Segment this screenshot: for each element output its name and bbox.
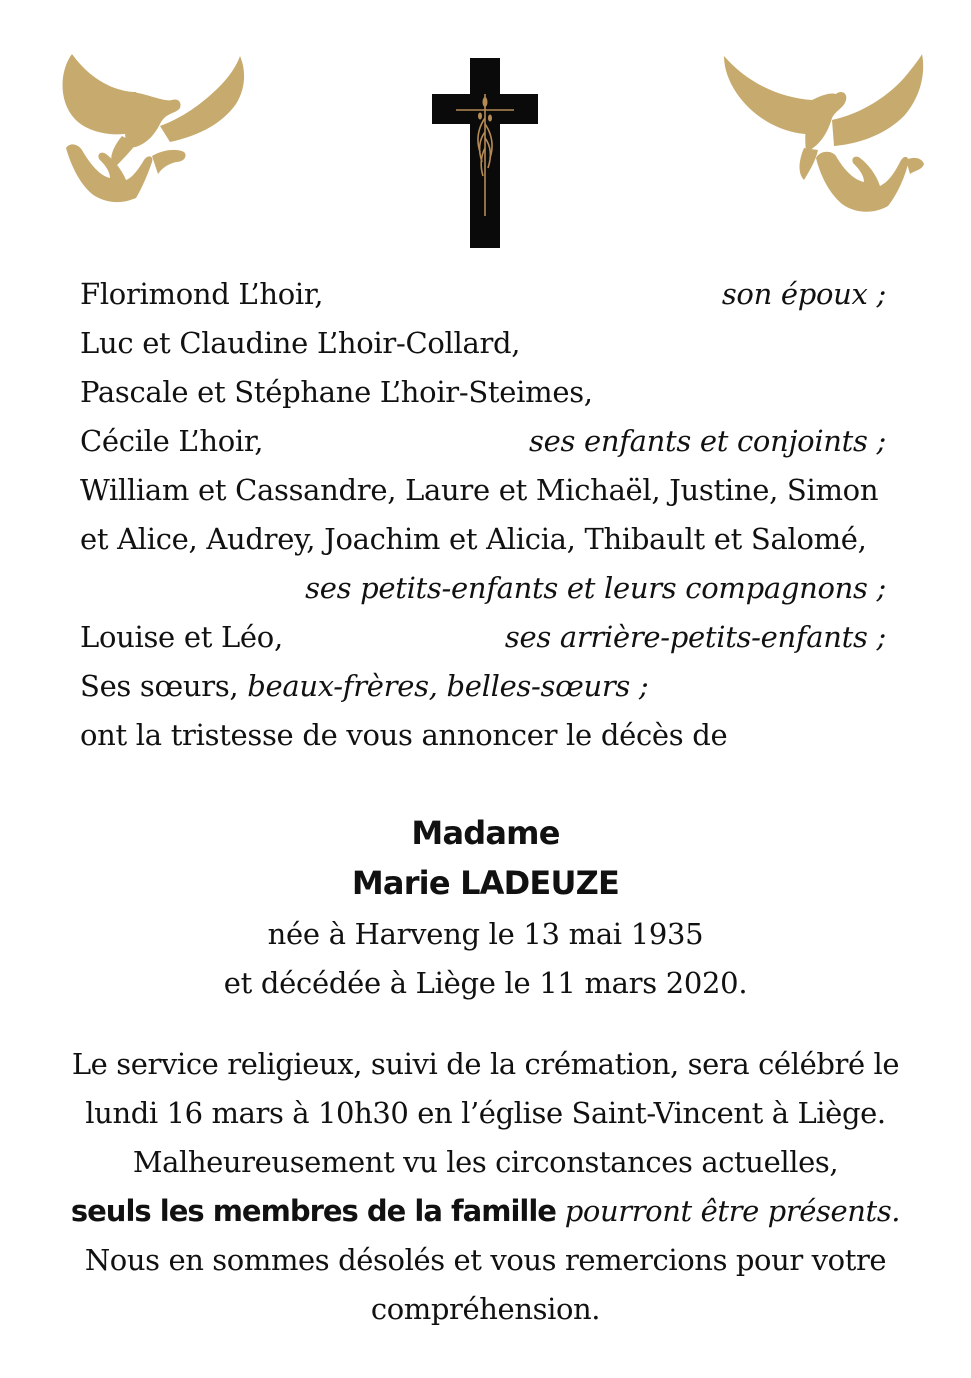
death-info: et décédée à Liège le 11 mars 2020. <box>223 966 748 1000</box>
family-member-names <box>80 662 648 711</box>
family-member-names: Pascale et Stéphane L’hoir-Steimes, <box>80 375 593 409</box>
family-line <box>80 662 886 711</box>
notice-line: compréhension. <box>370 1292 601 1326</box>
deceased-dates <box>0 910 971 1008</box>
family-line <box>80 368 886 417</box>
notice-line: Malheureusement vu les circonstances actuelles, <box>132 1145 839 1179</box>
family-member-names: et Alice, Audrey, Joachim et Alicia, Thibault et Salomé, <box>80 522 867 556</box>
family-line <box>80 466 886 515</box>
family-list <box>80 270 886 760</box>
family-relation: son époux ; <box>721 277 886 311</box>
family-line <box>80 613 886 662</box>
family-line <box>80 319 886 368</box>
notice-line-rest: pourront être présents. <box>555 1194 901 1228</box>
deceased-block <box>0 808 971 908</box>
crucifix-icon <box>432 58 538 248</box>
family-member-names: Louise et Léo, <box>80 620 283 654</box>
deceased-title: Madame <box>411 814 560 852</box>
family-line <box>80 270 886 319</box>
dove-with-hands-icon <box>52 52 247 212</box>
in-laws-label: beaux-frères, belles-sœurs ; <box>247 669 649 703</box>
family-member-names: Cécile L’hoir, <box>80 424 264 458</box>
family-line <box>80 417 886 466</box>
notice-line: Nous en sommes désolés et vous remercions pour votre <box>84 1243 887 1277</box>
family-member-names: Luc et Claudine L’hoir-Collard, <box>80 326 521 360</box>
family-line <box>80 515 886 564</box>
family-member-names: Florimond L’hoir, <box>80 277 324 311</box>
notice-line: Le service religieux, suivi de la crémation, sera célébré le <box>71 1047 900 1081</box>
notice-line: lundi 16 mars à 10h30 en l’église Saint-Vincent à Liège. <box>85 1096 886 1130</box>
service-notice <box>70 1040 901 1334</box>
family-member-names: William et Cassandre, Laure et Michaël, Justine, Simon <box>80 473 879 507</box>
notice-line <box>70 1187 901 1236</box>
dove-with-hands-icon <box>720 52 925 217</box>
siblings-label: Ses sœurs, <box>80 669 248 703</box>
family-only-emphasis: seuls les membres de la famille <box>70 1194 556 1228</box>
family-relation: ses enfants et conjoints ; <box>529 424 886 458</box>
family-line <box>80 711 886 760</box>
family-relation: ses arrière-petits-enfants ; <box>504 620 886 654</box>
family-relation: ses petits-enfants et leurs compagnons ; <box>305 571 886 605</box>
deceased-name: Marie LADEUZE <box>351 864 620 902</box>
family-line <box>80 564 886 613</box>
announcement-intro: ont la tristesse de vous annoncer le décès de <box>80 718 728 752</box>
birth-info: née à Harveng le 13 mai 1935 <box>267 917 704 951</box>
